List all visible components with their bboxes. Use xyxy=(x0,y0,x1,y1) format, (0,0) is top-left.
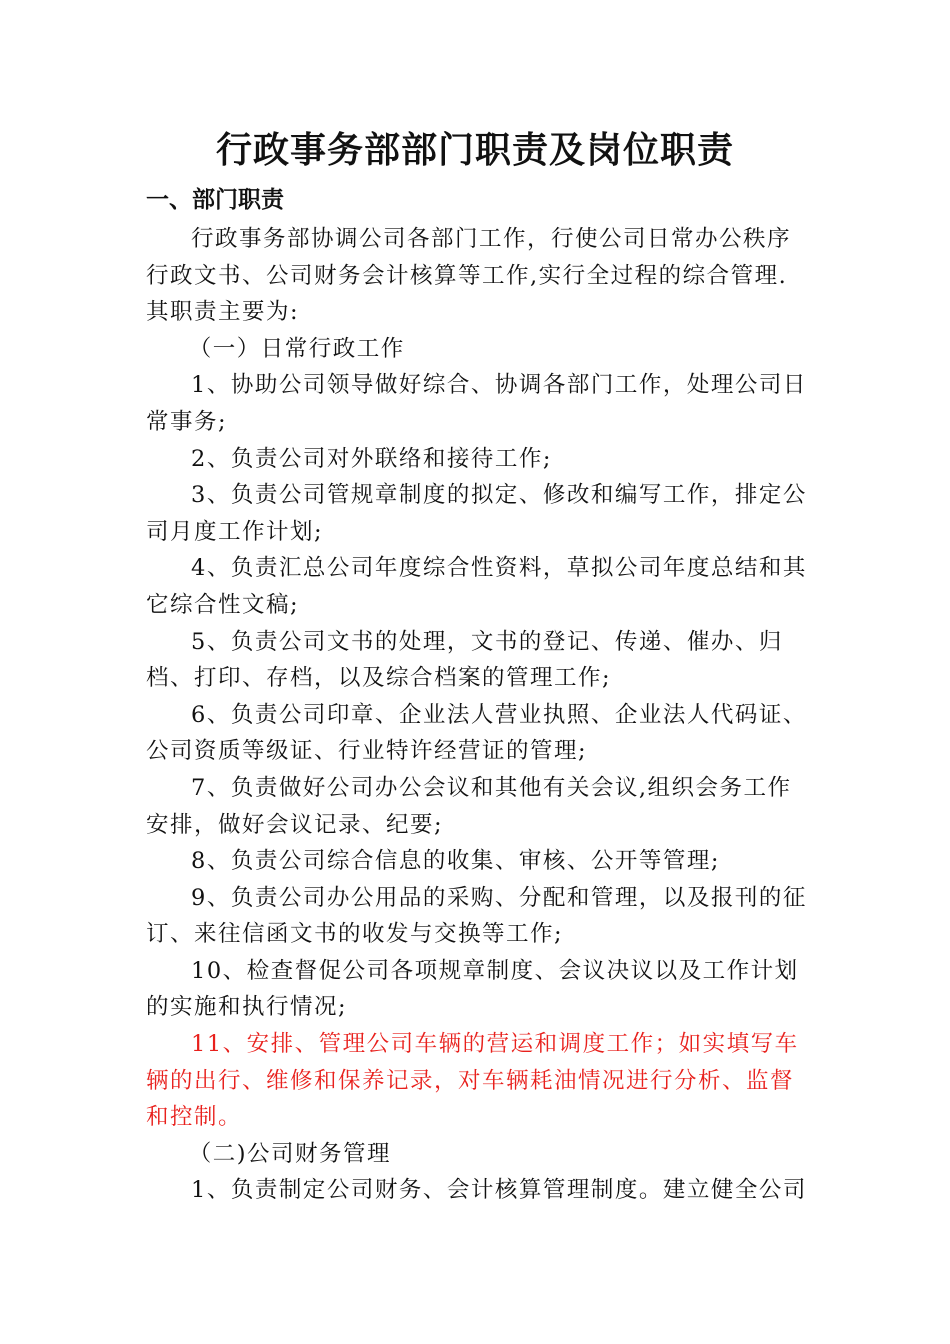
duty-item: 4、负责汇总公司年度综合性资料，草拟公司年度总结和其它综合性文稿; xyxy=(146,555,807,618)
document-title: 行政事务部部门职责及岗位职责 xyxy=(215,129,734,171)
subsection-heading-daily-admin: （一）日常行政工作 xyxy=(188,335,405,362)
duty-item: 7、负责做好公司办公会议和其他有关会议,组织会务工作安排，做好会议记录、纪要; xyxy=(146,774,792,838)
duty-item: 2、负责公司对外联络和接待工作; xyxy=(191,445,552,472)
duty-item: 6、负责公司印章、企业法人营业执照、企业法人代码证、公司资质等级证、行业特许经营证的管理; xyxy=(146,701,807,765)
duty-item-highlighted: 11、安排、管理公司车辆的营运和调度工作；如实填写车辆的出行、维修和保养记录，对车辆耗油情况进行分析、监督和控制。 xyxy=(146,1031,799,1131)
duty-item: 1、协助公司领导做好综合、协调各部门工作，处理公司日常事务; xyxy=(146,372,807,435)
intro-paragraph: 行政事务部协调公司各部门工作，行使公司日常办公秩序行政文书、公司财务会计核算等工作,实行全过程的综合管理.其职责主要为: xyxy=(146,226,792,326)
finance-item: 1、负责制定公司财务、会计核算管理制度。建立健全公司 xyxy=(191,1177,807,1204)
duty-item: 10、检查督促公司各项规章制度、会议决议以及工作计划的实施和执行情况; xyxy=(146,957,799,1021)
duty-item: 8、负责公司综合信息的收集、审核、公开等管理; xyxy=(191,848,720,875)
subsection-heading-finance: （二)公司财务管理 xyxy=(188,1140,392,1167)
duty-item: 9、负责公司办公用品的采购、分配和管理，以及报刊的征订、来往信函文书的收发与交换等工作; xyxy=(146,884,807,948)
duty-item: 3、负责公司管规章制度的拟定、修改和编写工作，排定公司月度工作计划; xyxy=(146,482,807,545)
section-heading-department-duties: 一、部门职责 xyxy=(146,186,284,213)
duty-item: 5、负责公司文书的处理，文书的登记、传递、催办、归档、打印、存档，以及综合档案的管理工作; xyxy=(146,628,783,692)
document-body xyxy=(146,221,810,1209)
